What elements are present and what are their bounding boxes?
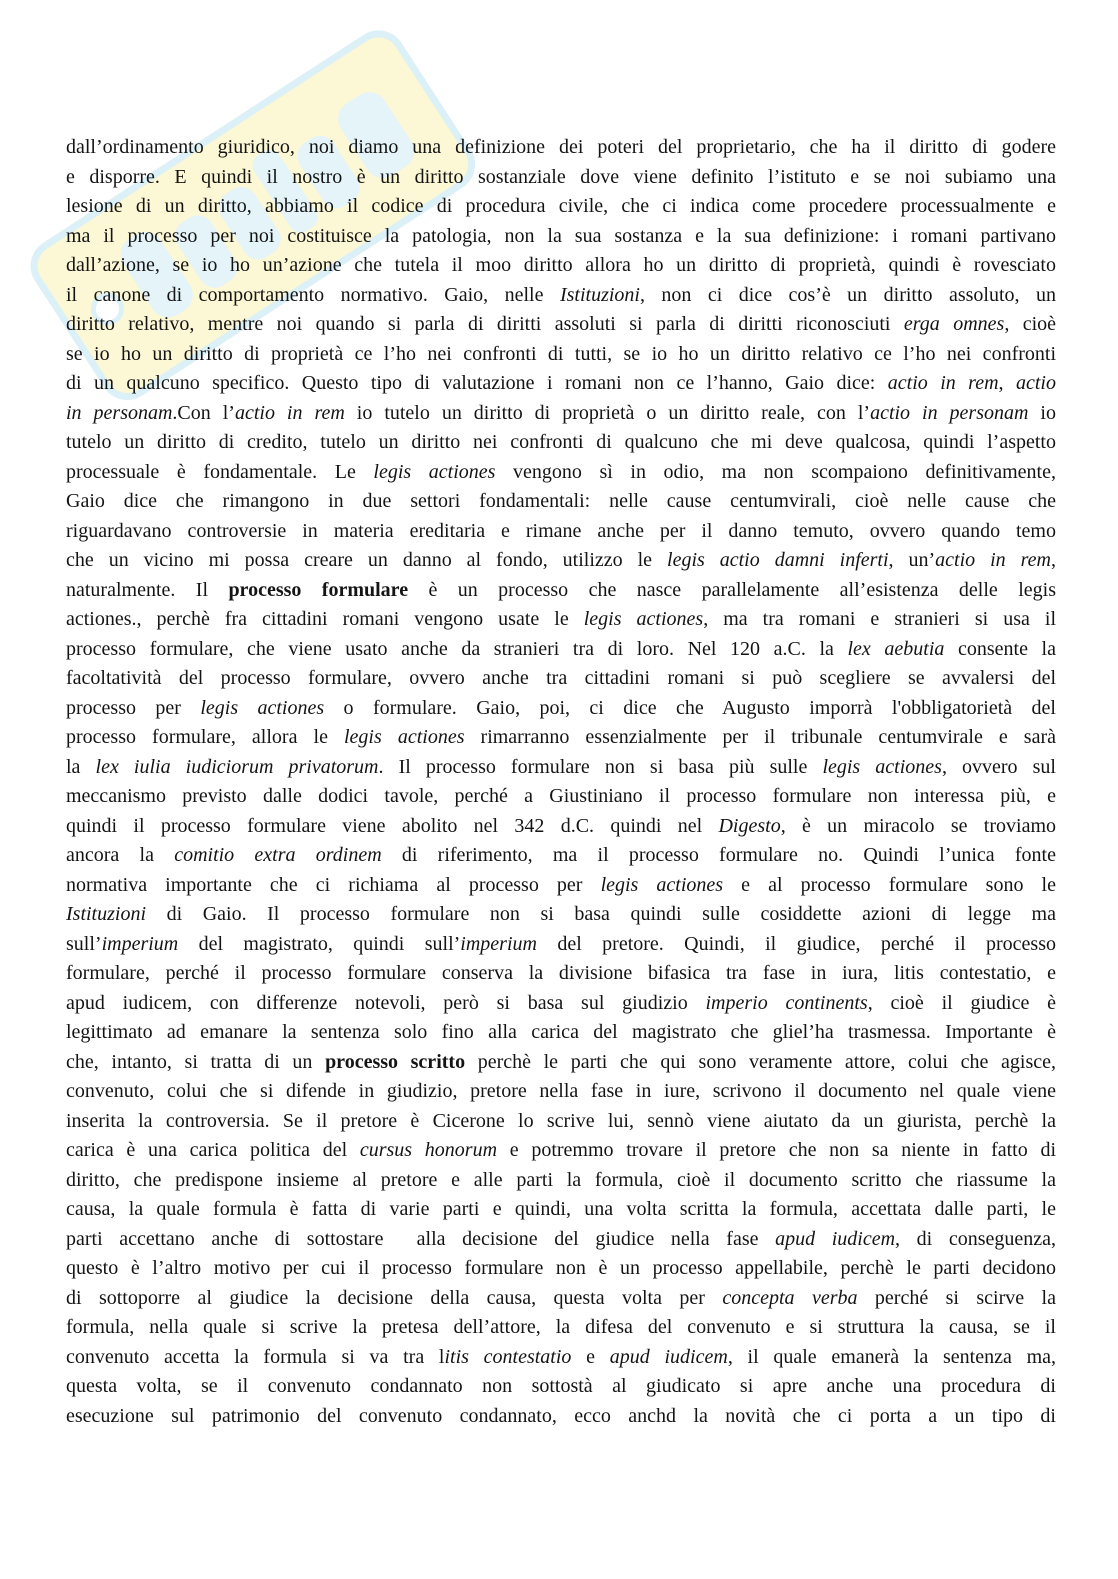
text-line — [66, 1077, 1056, 1107]
text-line-content — [66, 608, 1056, 630]
text-run: , cioè — [1004, 313, 1057, 335]
text-run: di riferimento, ma il processo formulare no. Quindi l’unica fonte — [381, 844, 1056, 866]
italic-text-run: actio — [1015, 372, 1056, 394]
text-line-content — [66, 1375, 1056, 1397]
text-run: vengono sì in odio, ma non scompaiono definitivamente, — [495, 460, 1056, 483]
text-line-content — [66, 1346, 1056, 1368]
text-line-content — [66, 933, 1056, 955]
text-line-content — [66, 697, 1056, 719]
text-line-content — [66, 638, 1056, 660]
text-line-content — [66, 372, 1056, 394]
text-run: del pretore. Quindi, il giudice, perché il processo — [536, 932, 1056, 955]
text-run: riguardavano controversie in materia ereditaria e rimane anche per il danno temuto, ovvero quando temo — [66, 519, 1056, 542]
text-line — [66, 340, 1056, 370]
text-line-content — [66, 992, 1056, 1014]
text-line-content — [66, 1316, 1056, 1338]
bold-text-run: processo scritto — [325, 1050, 466, 1073]
text-line — [66, 1195, 1056, 1225]
text-line-content — [66, 1080, 1056, 1102]
text-line — [66, 1284, 1056, 1314]
italic-text-run: Istituzioni — [66, 903, 147, 925]
text-run: questo è l’altro motivo per cui il processo formulare non è un processo appellabile, perchè le parti decidono — [66, 1257, 1056, 1279]
text-line-content — [66, 874, 1056, 896]
text-line-content — [66, 136, 1056, 158]
text-run: , — [998, 372, 1016, 394]
document-body — [66, 133, 1056, 1431]
text-line — [66, 812, 1056, 842]
text-run: di Gaio. Il processo formulare non si basa quindi sulle cosiddette azioni di legge ma — [146, 903, 1056, 925]
text-run: actiones., perchè fra cittadini romani vengono usate le — [66, 608, 584, 630]
text-line-content — [66, 284, 1056, 306]
text-run: , ma tra romani e stranieri si usa il — [703, 608, 1057, 630]
text-line — [66, 1313, 1056, 1343]
text-run: io tutelo un diritto di proprietà o un diritto reale, con l’ — [344, 401, 871, 424]
italic-text-run: legis actiones — [822, 755, 942, 778]
italic-text-run: itis contestatio — [444, 1345, 572, 1368]
text-run: o formulare. Gaio, poi, ci dice che Augusto imporrà l'obbligatorietà del — [324, 696, 1056, 719]
text-run: se io ho un diritto di proprietà ce l’ho nei confronti di tutti, se io ho un diritto relativo ce l’ho nei confronti — [66, 342, 1056, 365]
text-line-content — [66, 402, 1056, 424]
italic-text-run: legis actiones — [200, 696, 325, 719]
italic-text-run: comitio extra ordinem — [174, 844, 382, 866]
text-line — [66, 1254, 1056, 1284]
text-run: perchè le parti che qui sono veramente attore, colui che agisce, — [465, 1050, 1057, 1073]
text-line — [66, 1136, 1056, 1166]
italic-text-run: legis actio damni inferti — [667, 549, 889, 571]
text-run: processo formulare, che viene usato anche da stranieri tra di loro. Nel 120 a.C. la — [66, 637, 848, 660]
text-run: sull’ — [66, 932, 102, 955]
text-run: parti accettano anche di sottostare alla decisione del giudice nella fase — [66, 1227, 776, 1250]
text-line — [66, 163, 1056, 193]
text-line — [66, 1166, 1056, 1196]
text-run: meccanismo previsto dalle dodici tavole, perché a Giustiniano il processo formulare non interessa più, e — [66, 785, 1056, 807]
text-run: consente la — [944, 637, 1056, 660]
text-run: quindi il processo formulare viene abolito nel 342 d.C. quindi nel — [66, 814, 719, 837]
text-line-content — [66, 1021, 1056, 1043]
text-line-content — [66, 549, 1056, 571]
text-run: processo per — [66, 696, 201, 719]
text-line-content — [66, 903, 1056, 925]
text-line — [66, 989, 1056, 1019]
italic-text-run: concepta verba — [722, 1286, 858, 1309]
text-line — [66, 576, 1056, 606]
text-run: ancora la — [66, 844, 175, 866]
text-run: formula, nella quale si scrive la pretesa dell’attore, la difesa del convenuto e si struttura la causa, se il — [66, 1316, 1056, 1338]
text-run: naturalmente. Il — [66, 578, 229, 601]
text-run: convenuto accetta la formula si va tra l — [66, 1345, 445, 1368]
italic-text-run: lex iulia iudiciorum privatorum — [95, 755, 379, 778]
italic-text-run: legis actiones — [600, 873, 724, 896]
text-run: è un processo che nasce parallelamente all’esistenza delle legis — [408, 578, 1056, 601]
text-line-content — [66, 962, 1056, 984]
text-run: , non ci dice cos’è un diritto assoluto, un — [639, 283, 1056, 306]
text-line-content — [66, 1198, 1056, 1220]
text-line — [66, 782, 1056, 812]
text-line-content — [66, 815, 1056, 837]
text-line — [66, 723, 1056, 753]
italic-text-run: Istituzioni — [559, 283, 640, 306]
text-line-content — [66, 313, 1056, 335]
text-line — [66, 192, 1056, 222]
italic-text-run: actio in personam — [870, 401, 1029, 424]
text-run: diritto relativo, mentre noi quando si parla di diritti assoluti si parla di diritti riconosciuti — [66, 313, 904, 335]
text-line — [66, 251, 1056, 281]
text-line — [66, 664, 1056, 694]
italic-text-run: Digesto — [718, 814, 781, 837]
text-line — [66, 1372, 1056, 1402]
text-run: ma il processo per noi costituisce la patologia, non la sua sostanza e la sua definizione: i romani partivano — [66, 224, 1056, 247]
text-line-content — [66, 785, 1056, 807]
text-line-content — [66, 166, 1056, 188]
text-line — [66, 281, 1056, 311]
italic-text-run: actio in rem — [887, 372, 999, 394]
text-run: di un qualcuno specifico. Questo tipo di valutazione i romani non ce l’hanno, Gaio dice: — [66, 372, 888, 394]
text-line-content — [66, 1405, 1056, 1427]
text-line-content — [66, 195, 1056, 217]
italic-text-run: apud iudicem — [775, 1227, 896, 1250]
text-line — [66, 605, 1056, 635]
text-line-content — [66, 225, 1056, 247]
text-line — [66, 310, 1056, 340]
text-run: . Il processo formulare non si basa più sulle — [378, 755, 823, 778]
text-run: , ovvero sul — [941, 755, 1056, 778]
text-line — [66, 487, 1056, 517]
text-run: perché si scirve la — [857, 1286, 1056, 1309]
text-line — [66, 517, 1056, 547]
text-line-content — [66, 667, 1056, 689]
italic-text-run: imperium — [460, 932, 537, 955]
text-line — [66, 694, 1056, 724]
italic-text-run: in personam — [66, 401, 173, 424]
italic-text-run: imperio continents — [705, 991, 868, 1014]
text-run: convenuto, colui che si difende in giudizio, pretore nella fase in iure, scrivono il documento nel quale viene — [66, 1080, 1056, 1102]
text-line — [66, 369, 1056, 399]
text-line — [66, 1048, 1056, 1078]
bold-text-run: processo formulare — [228, 578, 409, 601]
text-run: Gaio dice che rimangono in due settori fondamentali: nelle cause centumvirali, cioè nelle cause che — [66, 490, 1056, 512]
text-line — [66, 1018, 1056, 1048]
italic-text-run: legis actiones — [583, 608, 704, 630]
text-line — [66, 399, 1056, 429]
text-line-content — [66, 1110, 1056, 1132]
text-run: dall’azione, se io ho un’azione che tutela il moo diritto allora ho un diritto di proprietà, quindi è rovesciato — [66, 254, 1056, 276]
text-line-content — [66, 579, 1056, 601]
text-line — [66, 841, 1056, 871]
text-run: tutelo un diritto di credito, tutelo un diritto nei confronti di qualcuno che mi deve qualcosa, quindi l’aspetto — [66, 431, 1056, 453]
italic-text-run: erga omnes — [903, 313, 1005, 335]
text-run: di sottoporre al giudice la decisione della causa, questa volta per — [66, 1286, 723, 1309]
text-run: legittimato ad emanare la sentenza solo fino alla carica del magistrato che gliel’ha trasmessa. Importante è — [66, 1021, 1056, 1043]
text-line — [66, 1343, 1056, 1373]
text-line — [66, 635, 1056, 665]
text-run: , di conseguenza, — [895, 1227, 1056, 1250]
text-line — [66, 871, 1056, 901]
text-run: e potremmo trovare il pretore che non sa niente in fatto di — [497, 1139, 1057, 1161]
text-run: , cioè il giudice è — [867, 991, 1056, 1014]
italic-text-run: actio in rem — [935, 549, 1051, 571]
text-line-content — [66, 726, 1056, 748]
text-run: , è un miracolo se troviamo — [780, 814, 1057, 837]
text-run: esecuzione sul patrimonio del convenuto condannato, ecco anchd la novità che ci porta a un tipo di — [66, 1404, 1056, 1427]
italic-text-run: cursus honorum — [359, 1139, 498, 1161]
text-line — [66, 930, 1056, 960]
text-run: apud iudicem, con differenze notevoli, però si basa sul giudizio — [66, 991, 706, 1014]
text-run: lesione di un diritto, abbiamo il codice di procedura civile, che ci indica come procedere processualmente e — [66, 195, 1056, 217]
italic-text-run: imperium — [101, 932, 179, 955]
text-run: causa, la quale formula è fatta di varie parti e quindi, una volta scritta la formula, accettata dalle parti, le — [66, 1198, 1056, 1220]
text-line-content — [66, 343, 1056, 365]
text-line-content — [66, 1287, 1056, 1309]
text-run: processuale è fondamentale. Le — [66, 460, 374, 483]
italic-text-run: actio in rem — [234, 401, 345, 424]
text-line-content — [66, 431, 1056, 453]
text-run: e disporre. E quindi il nostro è un diritto sostanziale dove viene definito l’istituto e se noi subiamo una — [66, 165, 1056, 188]
text-line-content — [66, 461, 1056, 483]
text-run: io — [1028, 401, 1056, 424]
italic-text-run: legis actiones — [344, 726, 465, 748]
text-run: rimarranno essenzialmente per il tribunale centumvirale e sarà — [464, 726, 1056, 748]
text-run: che un vicino mi possa creare un danno al fondo, utilizzo le — [66, 549, 668, 571]
text-line — [66, 1402, 1056, 1432]
text-run: questa volta, se il convenuto condannato non sottostà al giudicato si apre anche una procedura di — [66, 1375, 1056, 1397]
text-run: , — [1051, 549, 1056, 571]
text-line — [66, 458, 1056, 488]
text-line-content — [66, 844, 1056, 866]
text-line — [66, 428, 1056, 458]
text-line-content — [66, 1139, 1056, 1161]
text-line-content — [66, 1257, 1056, 1279]
text-run: processo formulare, allora le — [66, 726, 344, 748]
text-line — [66, 753, 1056, 783]
text-line-content — [66, 1228, 1056, 1250]
text-line-content — [66, 520, 1056, 542]
text-line — [66, 959, 1056, 989]
text-run: inserita la controversia. Se il pretore è Cicerone lo scrive lui, sennò viene aiutato da un giurista, perchè la — [66, 1109, 1056, 1132]
text-line — [66, 1107, 1056, 1137]
text-line-content — [66, 254, 1056, 276]
italic-text-run: apud iudicem — [609, 1345, 728, 1368]
text-run: , un’ — [888, 549, 936, 571]
text-line — [66, 133, 1056, 163]
text-run: e — [571, 1345, 610, 1368]
text-run: il canone di comportamento normativo. Gaio, nelle — [66, 283, 560, 306]
text-run: dall’ordinamento giuridico, noi diamo una definizione dei poteri del proprietario, che ha il diritto di godere — [66, 136, 1056, 158]
text-line-content — [66, 490, 1056, 512]
text-line — [66, 1225, 1056, 1255]
text-run: del magistrato, quindi sull’ — [178, 932, 461, 955]
text-run: la — [66, 755, 96, 778]
italic-text-run: legis actiones — [373, 460, 496, 483]
text-run: normativa importante che ci richiama al processo per — [66, 873, 601, 896]
text-line-content — [66, 1051, 1056, 1073]
text-run: che, intanto, si tratta di un — [66, 1050, 326, 1073]
text-line — [66, 222, 1056, 252]
text-run: e al processo formulare sono le — [723, 873, 1056, 896]
text-run: , il quale emanerà la sentenza ma, — [727, 1345, 1057, 1368]
italic-text-run: lex aebutia — [847, 637, 945, 660]
text-line — [66, 900, 1056, 930]
text-run: diritto, che predispone insieme al pretore e alle parti la formula, cioè il documento scritto che riassume la — [66, 1168, 1056, 1191]
text-run: formulare, perché il processo formulare conserva la divisione bifasica tra fase in iura, litis contestatio, e — [66, 962, 1056, 984]
text-run: .Con l’ — [172, 401, 235, 424]
text-run: facoltatività del processo formulare, ovvero anche tra cittadini romani si può scegliere se avvalersi del — [66, 667, 1056, 689]
text-line-content — [66, 1169, 1056, 1191]
text-line — [66, 546, 1056, 576]
text-run: carica è una carica politica del — [66, 1139, 360, 1161]
text-line-content — [66, 756, 1056, 778]
